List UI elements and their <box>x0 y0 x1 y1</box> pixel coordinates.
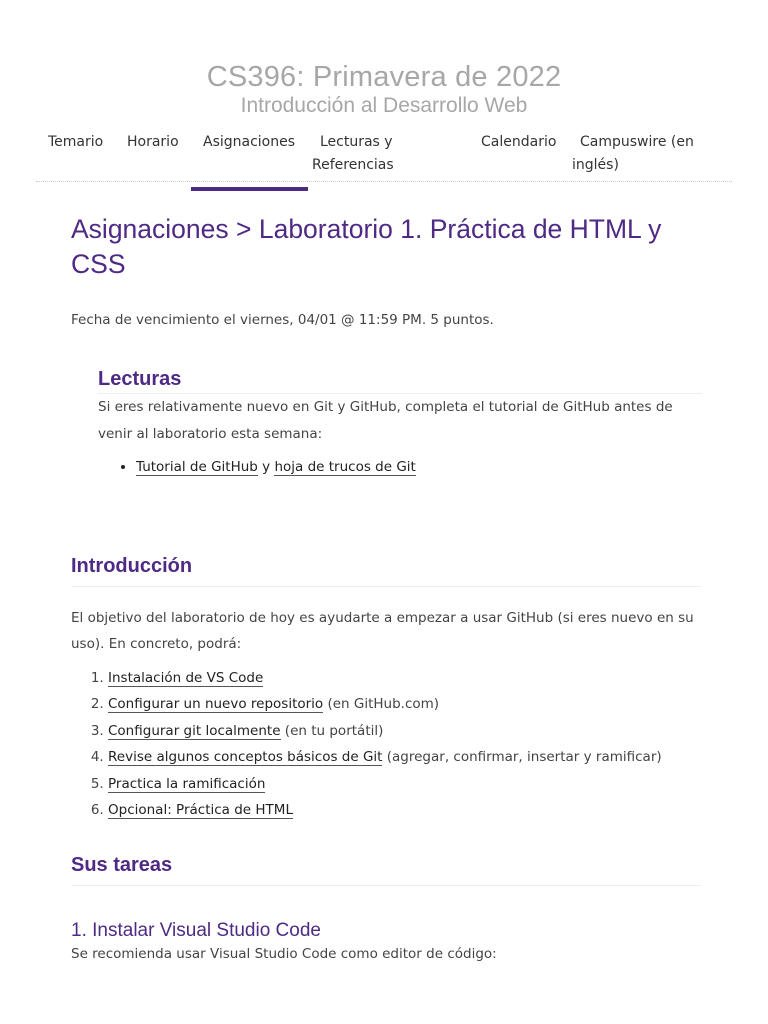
objective-link-git-local[interactable]: Configurar git localmente <box>108 722 281 739</box>
nav-item-campuswire-line2: inglés) <box>572 157 619 173</box>
your-tasks-heading: Sus tareas <box>71 851 701 886</box>
list-item <box>108 744 701 770</box>
page-title <box>71 212 701 282</box>
nav-item-asignaciones[interactable]: Asignaciones <box>203 134 296 150</box>
breadcrumb-asignaciones-link[interactable]: Asignaciones <box>71 214 229 244</box>
list-item <box>108 665 701 691</box>
nav-item-lecturas-line2: Referencias <box>312 157 394 173</box>
git-cheatsheet-link[interactable]: hoja de trucos de Git <box>274 459 416 475</box>
intro-text: El objetivo del laboratorio de hoy es ayudarte a empezar a usar GitHub (si eres nuevo en su uso). En concreto, podrá: <box>71 610 694 652</box>
objective-link-vscode[interactable]: Instalación de VS Code <box>108 670 264 686</box>
github-tutorial-link[interactable]: Tutorial de GitHub <box>136 459 258 475</box>
objective-note: (en GitHub.com) <box>323 696 440 713</box>
objective-link-branching[interactable]: Practica la ramificación <box>108 775 266 792</box>
objective-note: (en tu portátil) <box>280 722 384 739</box>
nav-item-lecturas[interactable] <box>312 131 394 177</box>
readings-text: Si eres relativamente nuevo en Git y GitHub, completa el tutorial de GitHub antes de venir al laboratorio esta semana: <box>98 399 673 442</box>
list-item <box>108 691 701 717</box>
nav-item-campuswire-line1: Campuswire (en <box>580 134 694 150</box>
nav-item-calendario[interactable]: Calendario <box>481 134 557 150</box>
nav-item-temario[interactable]: Temario <box>48 134 104 150</box>
list-item <box>108 797 701 823</box>
nav-item-campuswire[interactable] <box>572 131 694 177</box>
course-subtitle: Introducción al Desarrollo Web <box>240 94 528 117</box>
list-item <box>136 456 702 478</box>
intro-heading: Introducción <box>71 552 701 587</box>
objective-link-repo[interactable]: Configurar un nuevo repositorio <box>108 696 324 713</box>
due-date-text: Fecha de vencimiento el viernes, 04/01 @ 11:59 PM. 5 puntos. <box>71 312 494 328</box>
nav-active-indicator <box>191 187 308 191</box>
readings-conjunction: y <box>257 459 275 475</box>
objective-link-git-basics[interactable]: Revise algunos conceptos básicos de Git <box>108 749 383 766</box>
page-title-text: > Laboratorio 1. Práctica de HTML y CSS <box>71 214 662 279</box>
readings-list <box>98 456 702 478</box>
readings-section <box>98 366 702 478</box>
readings-heading: Lecturas <box>98 366 702 394</box>
objectives-list <box>71 665 701 823</box>
course-title[interactable]: CS396: Primavera de 2022 <box>206 61 562 93</box>
list-item <box>108 718 701 744</box>
install-vscode-heading: 1. Instalar Visual Studio Code <box>71 920 321 942</box>
nav-item-horario[interactable]: Horario <box>127 134 179 150</box>
objective-note: (agregar, confirmar, insertar y ramificar) <box>382 749 662 766</box>
objective-link-html[interactable]: Opcional: Práctica de HTML <box>108 802 293 819</box>
site-header <box>0 0 768 120</box>
main-nav <box>36 131 732 182</box>
install-vscode-text: Se recomienda usar Visual Studio Code como editor de código: <box>71 946 497 963</box>
nav-item-lecturas-line1: Lecturas y <box>320 134 393 150</box>
main-content <box>71 212 701 965</box>
list-item <box>108 771 701 797</box>
